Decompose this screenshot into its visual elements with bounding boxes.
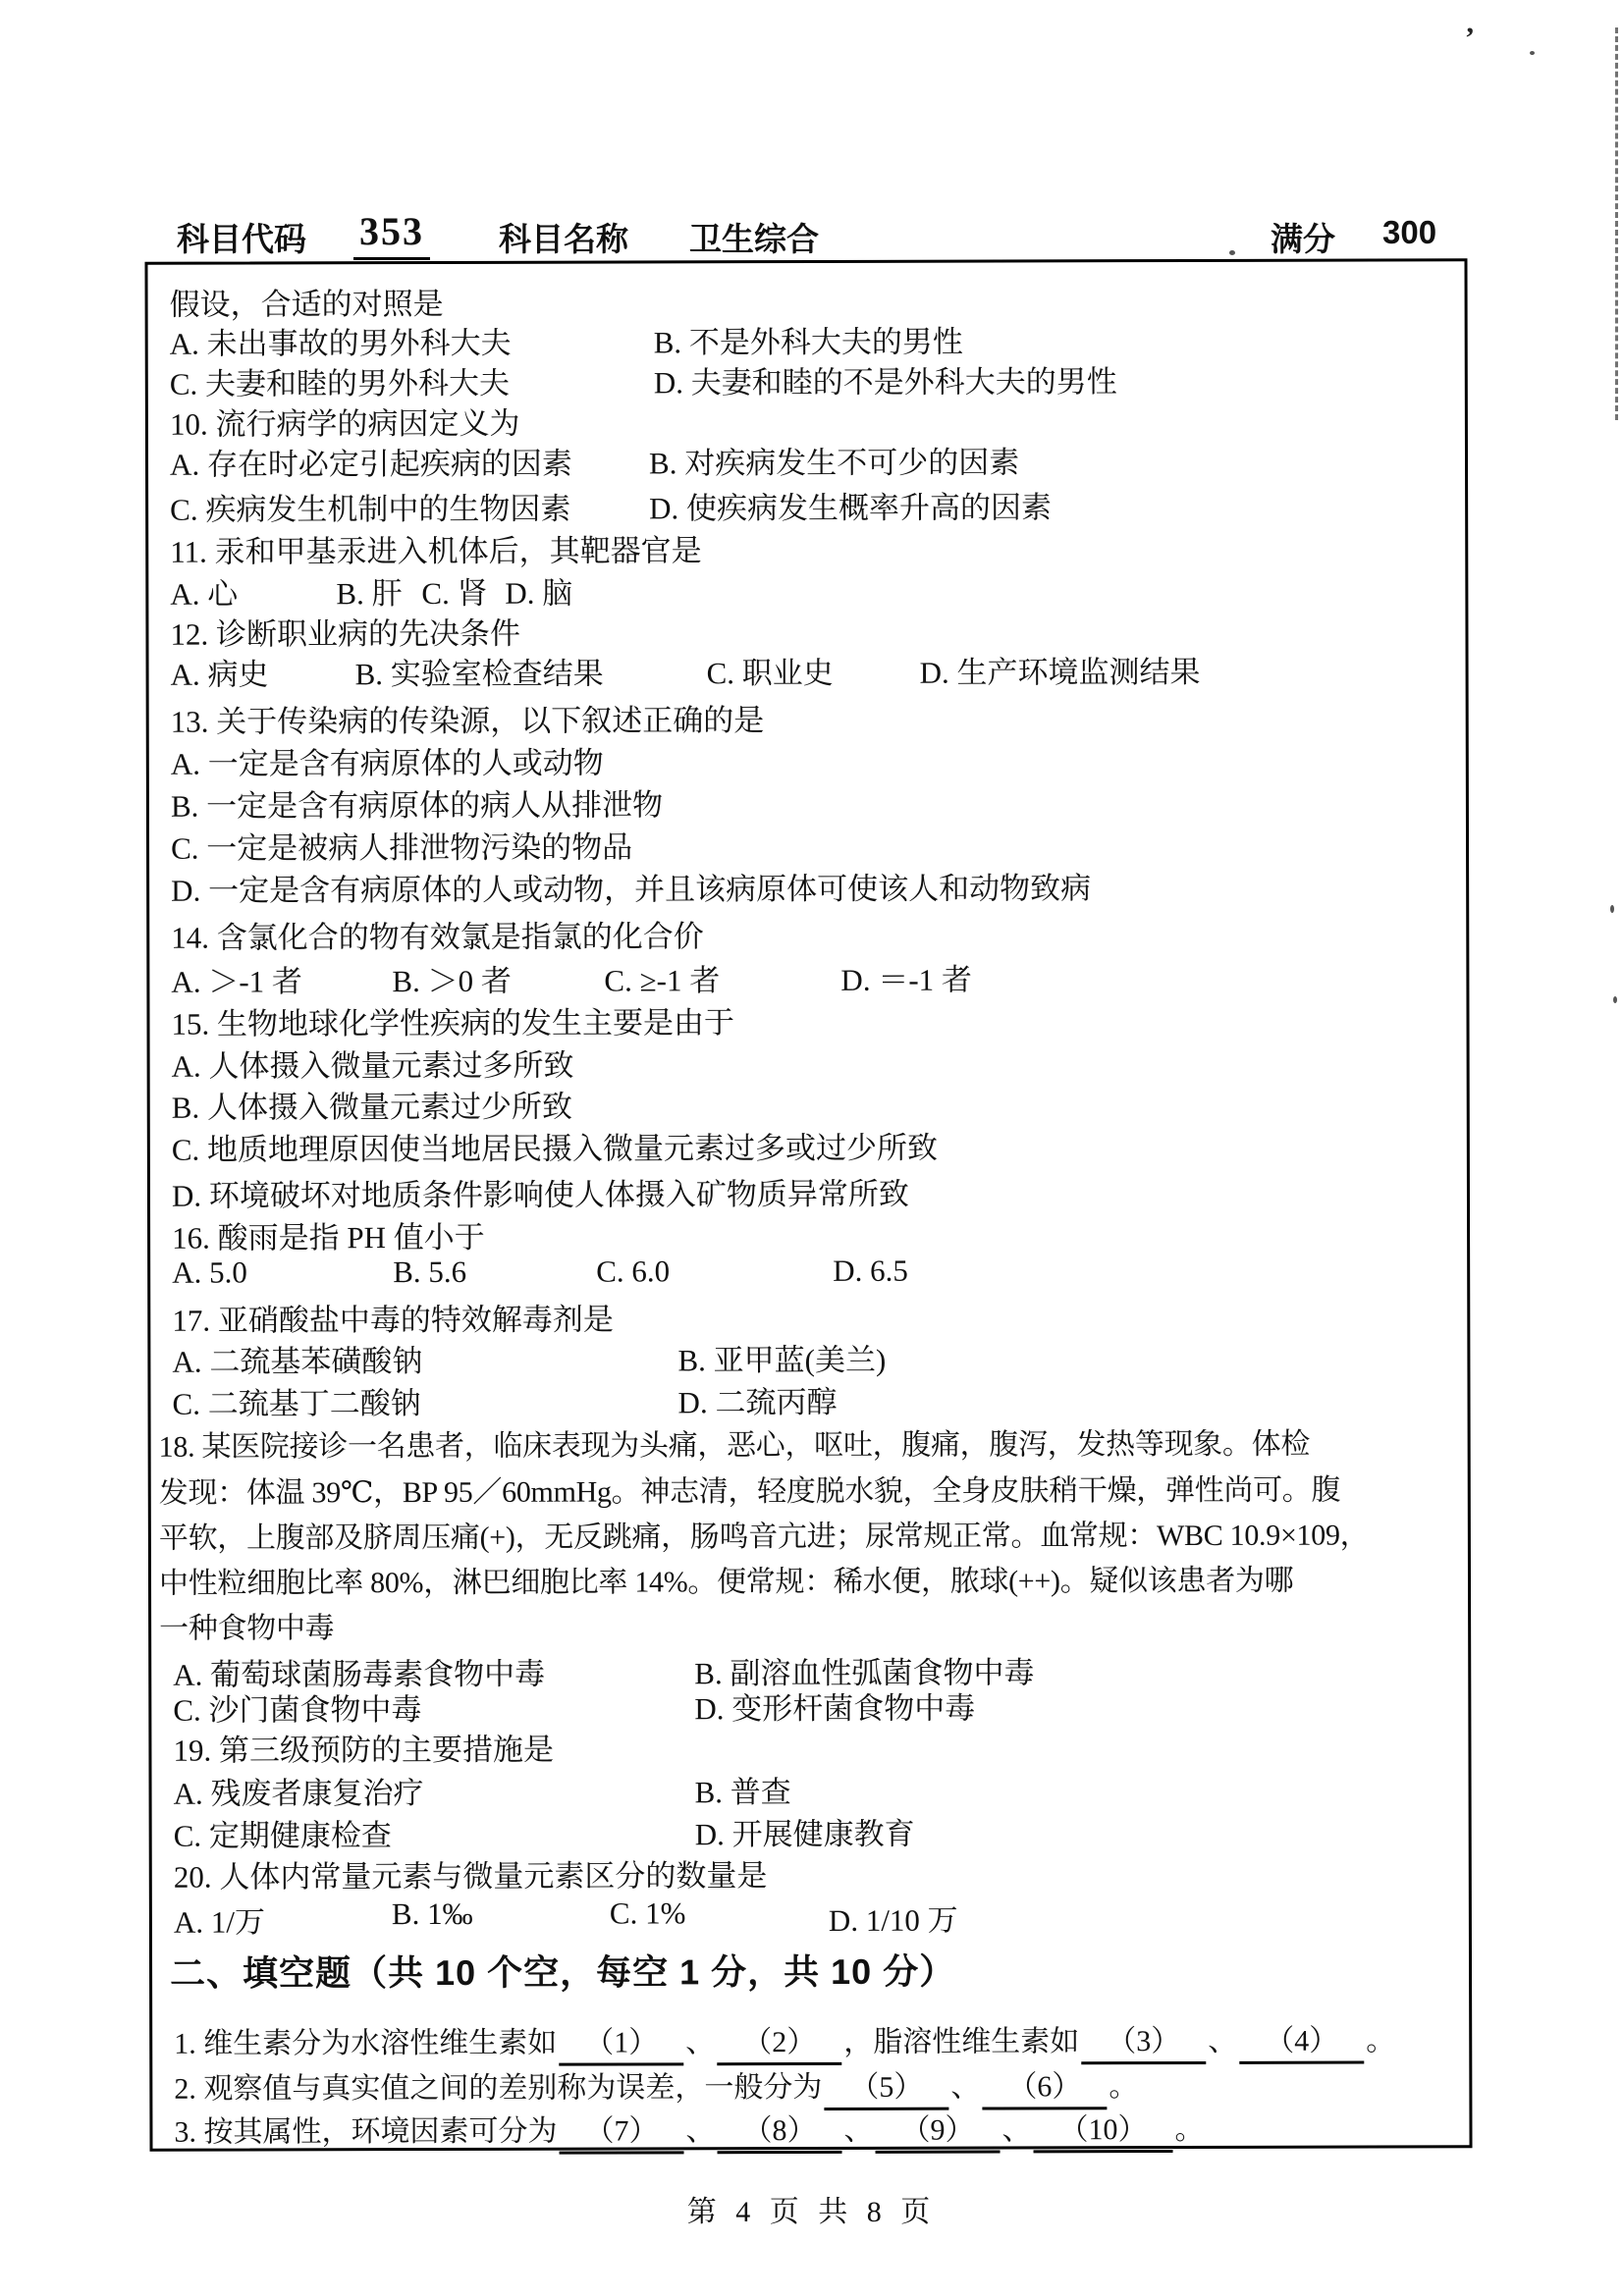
subject-code-label: 科目代码 (177, 223, 306, 258)
page-footer: 第 4 页 共 8 页 (686, 2196, 937, 2228)
fill-blank: （4） (1239, 2016, 1364, 2064)
exam-line-7 (148, 565, 1465, 613)
exam-line-27 (151, 1418, 1468, 1466)
text-segment: C. 一定是被病人排泄物污染的物品 (171, 829, 633, 866)
exam-line-20 (150, 1121, 1467, 1168)
exam-line-10 (149, 693, 1466, 740)
text-segment: B. 实验室检查结果 (354, 656, 604, 692)
exam-line-18 (150, 1038, 1467, 1085)
text-segment: 19. 第三级预防的主要措施是 (173, 1732, 554, 1768)
text-segment: C. 6.0 (596, 1254, 671, 1289)
exam-content-box (144, 258, 1472, 2152)
text-segment: 12. 诊断职业病的先决条件 (170, 615, 521, 652)
text-segment: C. 1% (609, 1896, 686, 1931)
text-segment: B. 副溶血性弧菌食物中毒 (694, 1655, 1035, 1691)
text-segment: B. 亚甲蓝(美兰) (677, 1342, 887, 1378)
fill-in-line (174, 2015, 1395, 2066)
fill-blank: （3） (1081, 2016, 1206, 2064)
text-segment: C. 肾 (421, 575, 488, 612)
text-segment: 16. 酸雨是指 PH 值小于 (172, 1219, 485, 1255)
text-segment: 1. 维生素分为水溶性维生素如 (174, 2026, 558, 2060)
text-segment: 3. 按其属性，环境因素可分为 (174, 2114, 558, 2149)
text-segment: D. 6.5 (833, 1253, 908, 1288)
text-segment: 、 (843, 2113, 874, 2147)
exam-line-31 (151, 1600, 1468, 1647)
text-segment: 17. 亚硝酸盐中毒的特效解毒剂是 (172, 1302, 614, 1338)
text-segment: C. 定期健康检查 (173, 1818, 392, 1853)
exam-line-41 (152, 2060, 1469, 2108)
text-segment: B. 5.6 (393, 1254, 467, 1290)
text-segment: 平软，上腹部及脐周压痛(+)，无反跳痛，肠鸣音亢进；尿常规正常。血常规：WBC 10.9×109， (158, 1519, 1370, 1555)
text-segment: 、 (1208, 2024, 1238, 2057)
text-segment: 13. 关于传染病的传染源，以下叙述正确的是 (170, 703, 765, 739)
exam-line-35 (152, 1765, 1469, 1812)
fill-blank: （2） (717, 2017, 841, 2065)
text-segment: D. 夫妻和睦的不是外科大夫的男性 (653, 364, 1117, 400)
full-score-value: 300 (1382, 214, 1437, 250)
text-segment: C. 职业史 (706, 655, 834, 691)
text-segment: C. 二巯基丁二酸钠 (172, 1386, 421, 1421)
text-segment: 、 (685, 2026, 716, 2059)
text-segment: C. 疾病发生机制中的生物因素 (170, 491, 571, 527)
exam-line-24 (150, 1292, 1467, 1339)
exam-line-11 (149, 735, 1466, 782)
text-segment: B. ＞0 者 (392, 963, 512, 999)
exam-line-12 (149, 777, 1466, 825)
text-segment: D. 变形杆菌食物中毒 (694, 1690, 976, 1727)
text-segment: A. 二巯基苯磺酸钠 (172, 1344, 423, 1379)
text-segment: C. 夫妻和睦的男外科大夫 (169, 365, 511, 401)
text-segment: D. ＝-1 者 (840, 962, 972, 997)
exam-line-6 (148, 523, 1465, 570)
exam-line-26 (150, 1375, 1467, 1422)
text-segment: 20. 人体内常量元素与微量元素区分的数量是 (173, 1858, 768, 1895)
text-segment: 、 (685, 2114, 716, 2148)
fill-blank: （8） (717, 2106, 841, 2154)
text-segment: A. 存在时必定引起疾病的因素 (169, 446, 572, 482)
text-segment: D. 脑 (505, 575, 573, 611)
text-segment: C. 沙门菌食物中毒 (173, 1692, 422, 1728)
exam-line-22 (150, 1209, 1467, 1256)
text-segment: D. 环境破坏对地质条件影响使人体摄入矿物质异常所致 (171, 1176, 909, 1213)
text-segment: A. 残废者康复治疗 (173, 1776, 424, 1811)
scan-artifact-edge-line (1615, 27, 1618, 420)
subject-code-value: 353 (353, 208, 430, 260)
text-segment: 、 (950, 2070, 981, 2104)
exam-line-34 (151, 1722, 1468, 1769)
text-segment: C. 地质地理原因使当地居民摄入微量元素过多或过少所致 (171, 1130, 939, 1167)
text-segment: 中性粒细胞比率 80%，淋巴细胞比率 14%。便常规：稀水便，脓球(++)。疑似该患者为哪 (158, 1564, 1294, 1600)
fill-blank: （9） (875, 2105, 1000, 2153)
exam-line-13 (149, 820, 1466, 867)
text-segment: 11. 汞和甲基汞进入机体后，其靶器官是 (170, 533, 702, 569)
text-segment: D. 一定是含有病原体的人或动物，并且该病原体可使该人和动物致病 (171, 871, 1092, 908)
exam-line-40 (152, 2015, 1469, 2062)
text-segment: A. 5.0 (172, 1255, 247, 1290)
exam-line-38 (152, 1894, 1469, 1941)
text-segment: B. 普查 (694, 1775, 791, 1810)
fill-blank: （6） (982, 2061, 1107, 2109)
text-segment: A. 1/万 (173, 1904, 265, 1940)
text-segment: 18. 某医院接诊一名患者，临床表现为头痛，恶心，呕吐，腹痛，腹泻，发热等现象。体检 (158, 1427, 1311, 1464)
exam-line-42 (152, 2104, 1469, 2151)
text-segment: D. 生产环境监测结果 (919, 654, 1201, 690)
text-segment: 假设，合适的对照是 (169, 286, 444, 322)
text-segment: B. 不是外科大夫的男性 (653, 324, 963, 360)
text-segment: A. 病史 (170, 657, 269, 692)
text-segment: D. 1/10 万 (828, 1902, 958, 1938)
subject-name-label: 科目名称 (499, 223, 628, 258)
exam-line-25 (150, 1333, 1467, 1380)
exam-line-4 (148, 436, 1465, 483)
text-segment: A. 一定是含有病原体的人或动物 (170, 745, 604, 781)
exam-line-8 (148, 606, 1465, 653)
exam-line-39 (152, 1943, 1469, 1994)
exam-line-19 (150, 1079, 1467, 1126)
text-segment: C. ≥-1 者 (604, 963, 721, 998)
text-segment: B. 人体摄入微量元素过少所致 (171, 1089, 572, 1125)
text-segment: 10. 流行病学的病因定义为 (169, 405, 520, 442)
text-segment: 二、填空题（共 10 个空，每空 1 分，共 10 分） (169, 1950, 956, 1994)
text-segment: B. 一定是含有病原体的病人从排泄物 (170, 787, 664, 824)
fill-blank: （7） (559, 2106, 683, 2154)
text-segment: 发现：体温 39℃，BP 95／60mmHg。神志清，轻度脱水貌，全身皮肤稍干燥，弹性尚可。腹 (158, 1473, 1341, 1510)
text-segment: B. 1‰ (391, 1896, 473, 1932)
exam-line-28 (151, 1465, 1468, 1512)
text-segment: 一种食物中毒 (159, 1612, 335, 1645)
text-segment: 。 (1109, 2070, 1139, 2104)
text-segment: D. 二巯丙醇 (677, 1384, 838, 1420)
exam-line-15 (149, 909, 1466, 956)
text-segment: 。 (1366, 2024, 1396, 2057)
text-segment: 、 (1001, 2113, 1032, 2147)
text-segment: D. 开展健康教育 (694, 1816, 915, 1852)
exam-line-5 (148, 481, 1465, 528)
text-segment: B. 肝 (336, 576, 403, 612)
exam-line-36 (152, 1807, 1469, 1854)
text-segment: 15. 生物地球化学性疾病的发生主要是由于 (171, 1005, 735, 1041)
fill-blank: （10） (1033, 2105, 1172, 2153)
text-segment: ，脂溶性维生素如 (843, 2025, 1080, 2058)
text-segment: A. 人体摄入微量元素过多所致 (171, 1047, 574, 1084)
exam-line-16 (149, 953, 1466, 1000)
exam-line-1 (148, 315, 1465, 362)
scan-artifact-quote-mark: ’ (1465, 22, 1475, 54)
exam-line-29 (151, 1510, 1468, 1557)
exam-line-14 (149, 862, 1466, 909)
scan-speck (1229, 250, 1235, 255)
text-segment: A. 未出事故的男外科大夫 (169, 325, 512, 361)
exam-line-23 (150, 1252, 1467, 1299)
text-segment: D. 使疾病发生概率升高的因素 (649, 490, 1053, 526)
exam-line-33 (151, 1682, 1468, 1729)
scan-speck (1613, 996, 1617, 1003)
subject-name-value: 卫生综合 (683, 214, 825, 266)
text-segment: B. 对疾病发生不可少的因素 (648, 445, 1020, 481)
fill-blank: （1） (559, 2017, 683, 2065)
exam-line-2 (148, 355, 1465, 402)
fill-blank: （5） (824, 2062, 948, 2110)
exam-line-21 (150, 1167, 1467, 1214)
text-segment: 2. 观察值与真实值之间的差别称为误差，一般分为 (174, 2070, 823, 2106)
exam-line-30 (151, 1555, 1468, 1602)
fill-in-line (174, 2105, 1204, 2156)
full-score-label: 满分 (1271, 223, 1335, 258)
text-segment: A. ＞-1 者 (171, 964, 302, 999)
exam-line-37 (152, 1848, 1469, 1896)
text-segment: A. 心 (170, 576, 239, 612)
exam-line-17 (149, 995, 1466, 1042)
exam-line-3 (148, 396, 1465, 443)
scan-speck (1610, 905, 1614, 913)
text-segment: A. 葡萄球菌肠毒素食物中毒 (173, 1656, 546, 1692)
exam-line-9 (149, 646, 1466, 693)
scan-speck (1530, 51, 1535, 55)
text-segment: 14. 含氯化合的物有效氯是指氯的化合价 (171, 919, 704, 955)
text-segment: 。 (1174, 2112, 1205, 2147)
